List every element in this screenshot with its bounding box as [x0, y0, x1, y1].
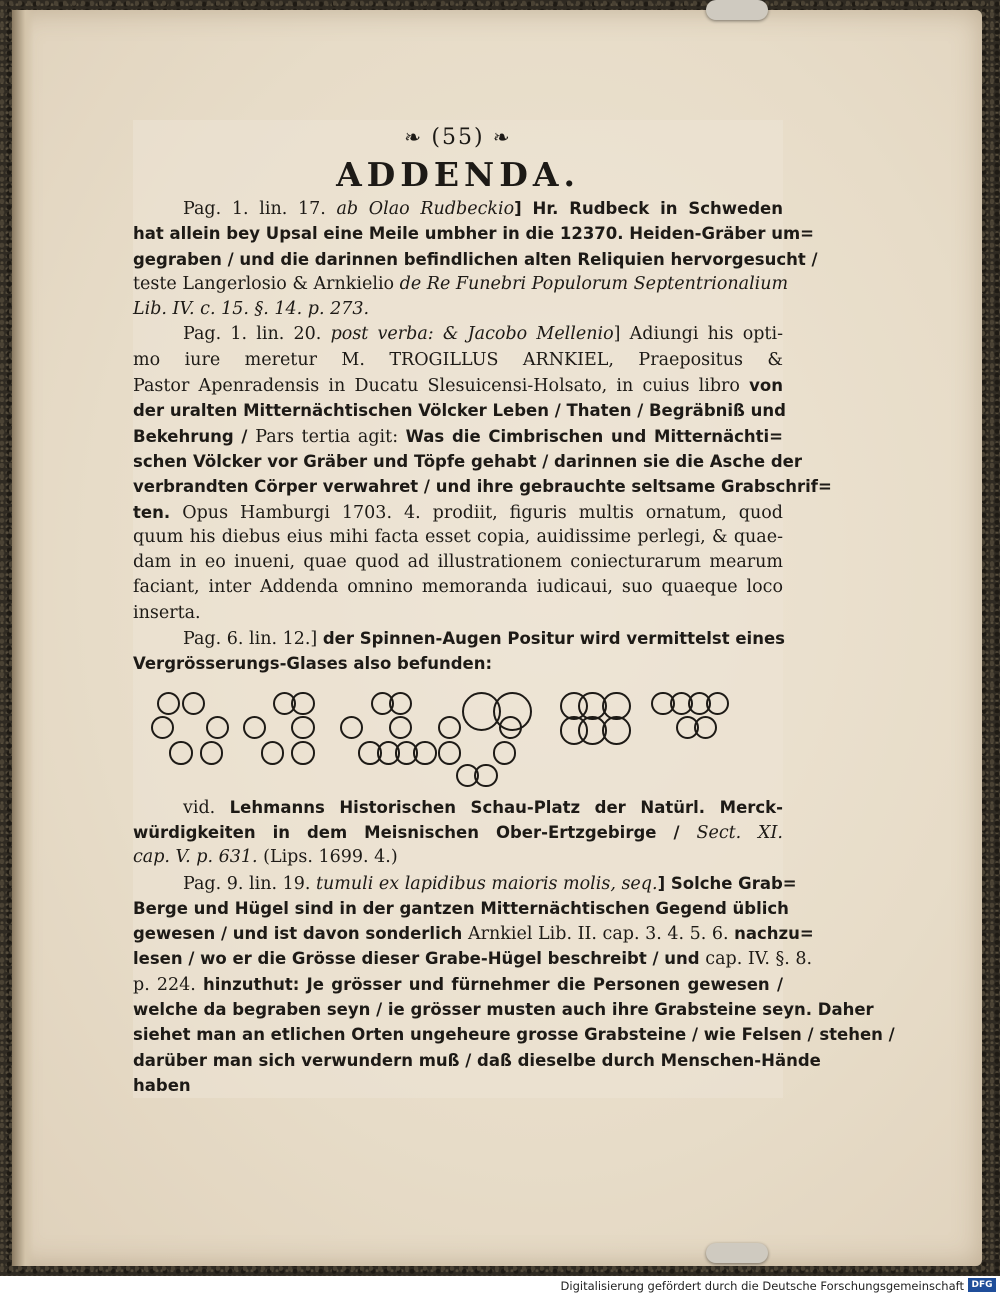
- text-segment: schen Völcker vor Gräber und Töpfe gehabt / darinnen sie die Asche der: [133, 451, 802, 471]
- text-block: [133, 120, 895, 1098]
- text-line: [133, 946, 813, 971]
- page-heading: ADDENDA.: [336, 155, 580, 194]
- text-segment: gewesen / und ist davon sonderlich: [133, 924, 469, 944]
- footer-bar: [0, 1276, 1000, 1296]
- text-line: [133, 247, 818, 272]
- text-segment: ab Olao Rudbeckio: [336, 199, 515, 219]
- spider-eye-icon: [291, 692, 314, 715]
- text-line: [133, 1022, 895, 1047]
- text-segment: Pastor Apenradensis in Ducatu Slesuicensi-Holsato, in cuius libro: [133, 376, 750, 397]
- text-segment: darüber man sich verwundern muß / daß dieselbe durch Menschen-Hände: [133, 1050, 821, 1070]
- text-segment: faciant, inter Addenda omnino memoranda iudicaui, suo quaeque loco: [133, 577, 783, 598]
- text-line: [133, 795, 783, 820]
- text-segment: nachzu=: [734, 924, 814, 944]
- text-segment: Pag. 1. lin. 20.: [183, 324, 331, 345]
- text-line: [133, 1048, 821, 1073]
- text-segment: Vergrösserungs-Glases also befunden:: [133, 654, 493, 674]
- text-segment: verbrandten Cörper verwahret / und ihre gebrauchte seltsame Grabschrif=: [133, 477, 832, 497]
- text-line: [133, 373, 783, 398]
- text-line: [133, 550, 783, 575]
- text-segment: Pag. 1. lin. 17.: [183, 199, 337, 219]
- spider-eye-icon: [157, 692, 180, 715]
- text-segment: von: [749, 376, 783, 396]
- text-segment: mo iure meretur M. TROGILLUS ARNKIEL, Praepositus &: [133, 349, 783, 370]
- text-line: [133, 474, 832, 499]
- spider-eye-icon: [413, 741, 436, 764]
- ornament-left-icon: ❧: [404, 125, 432, 149]
- text-segment: Lehmanns Historischen Schau-Platz der Natürl. Merck-: [229, 797, 783, 817]
- spider-eye-icon: [389, 716, 412, 739]
- text-segment: Opus Hamburgi 1703. 4. prodiit, figuris multis ornatum, quod: [182, 502, 784, 523]
- text-line: [133, 845, 783, 870]
- text-line: [133, 871, 797, 896]
- spider-eye-icon: [438, 716, 461, 739]
- text-segment: quum his diebus eius mihi facta esset copia, auidissime perlegi, & quae-: [133, 526, 783, 547]
- text-line: [133, 221, 814, 246]
- spider-eye-icon: [291, 741, 314, 764]
- spider-eye-icon: [706, 692, 729, 715]
- text-segment: teste Langerlosio & Arnkielio: [133, 273, 400, 294]
- spider-eye-icon: [291, 716, 314, 739]
- spider-eye-diagram: [133, 683, 783, 793]
- text-segment: cap. V. p. 631.: [133, 847, 264, 868]
- text-segment: ] Hr. Rudbeck in Schweden: [514, 199, 783, 218]
- text-segment: hinzuthut: Je grösser und fürnehmer die Personen gewesen /: [202, 974, 783, 994]
- text-line: [133, 398, 786, 423]
- text-segment: de Re Funebri Populorum Septentrionalium: [399, 273, 789, 294]
- text-segment: post verba: & Jacobo Mellenio: [330, 324, 614, 345]
- paragraphs-after-diagram: [133, 795, 895, 1073]
- page-number-text: (55): [431, 125, 485, 150]
- spider-eye-icon: [389, 692, 412, 715]
- text-segment: inserta.: [133, 602, 201, 623]
- text-segment: tumuli ex lapidibus maioris molis, seq.: [316, 873, 658, 894]
- text-line: [133, 651, 783, 676]
- spider-eye-icon: [169, 741, 192, 764]
- text-segment: Sect. XI.: [696, 822, 783, 843]
- page-number: [133, 120, 783, 154]
- dfg-logo: DFG: [968, 1278, 996, 1292]
- spider-eye-icon: [340, 716, 363, 739]
- text-segment: ] Solche Grab=: [657, 873, 797, 893]
- text-line: [133, 348, 783, 373]
- ornament-right-icon: ❧: [484, 125, 512, 149]
- text-segment: Was die Cimbrischen und Mitternächti=: [405, 426, 783, 446]
- page-clip-bottom: [706, 1243, 768, 1263]
- text-segment: Lib. IV. c. 15. §. 14. p. 273.: [133, 299, 370, 320]
- text-segment: würdigkeiten in dem Meisnischen Ober-Ertzgebirge /: [133, 822, 697, 842]
- paragraphs-before-diagram: [133, 196, 832, 677]
- text-line: [133, 972, 783, 997]
- text-line: [133, 997, 874, 1022]
- page-gutter: [12, 10, 34, 1266]
- text-segment: ] Adiungi his opti-: [613, 324, 783, 345]
- spider-eye-icon: [474, 764, 497, 787]
- text-line: [133, 196, 783, 221]
- text-line: [133, 424, 783, 449]
- text-segment: lesen / wo er die Grösse dieser Grabe-Hügel beschreibt / und: [133, 949, 706, 969]
- text-line: [133, 820, 783, 845]
- footer-credit: Digitalisierung gefördert durch die Deutsche Forschungsgemeinschaft: [560, 1279, 964, 1293]
- text-segment: ten.: [133, 502, 183, 522]
- text-line: [133, 921, 814, 946]
- page-clip-top: [706, 0, 768, 20]
- spider-eye-icon: [261, 741, 284, 764]
- text-segment: welche da begraben seyn / ie grösser musten auch ihre Grabsteine seyn. Daher: [133, 1000, 874, 1020]
- catchword: haben: [133, 1075, 191, 1095]
- text-segment: Pars tertia agit:: [255, 426, 406, 447]
- text-segment: vid.: [183, 797, 230, 818]
- text-segment: der uralten Mitternächtischen Völcker Leben / Thaten / Begräbniß und: [133, 401, 786, 421]
- text-line: [133, 297, 783, 322]
- spider-eye-icon: [602, 716, 631, 745]
- text-segment: gegraben / und die darinnen befindlichen alten Reliquien hervorgesucht /: [133, 249, 818, 269]
- text-line: [133, 896, 789, 921]
- text-segment: (Lips. 1699. 4.): [263, 847, 398, 868]
- spider-eye-icon: [438, 741, 461, 764]
- text-segment: Pag. 6. lin. 12.]: [183, 629, 323, 650]
- text-segment: cap. IV. §. 8.: [705, 949, 813, 970]
- text-line: [133, 575, 783, 600]
- spider-eye-icon: [243, 716, 266, 739]
- text-segment: Arnkiel Lib. II. cap. 3. 4. 5. 6.: [468, 924, 735, 945]
- text-segment: Pag. 9. lin. 19.: [183, 873, 316, 894]
- text-line: [133, 601, 783, 626]
- text-line: [133, 272, 789, 297]
- text-segment: der Spinnen-Augen Positur wird vermittelst eines: [322, 629, 785, 649]
- text-line: [133, 626, 783, 651]
- text-segment: siehet man an etlichen Orten ungeheure grosse Grabsteine / wie Felsen / stehen /: [133, 1025, 895, 1045]
- text-segment: Bekehrung /: [133, 426, 256, 446]
- text-segment: p. 224.: [133, 974, 203, 995]
- text-line: [133, 322, 783, 347]
- spider-eye-icon: [499, 716, 522, 739]
- text-segment: dam in eo inueni, quae quod ad illustrationem coniecturarum mearum: [133, 552, 783, 573]
- spider-eye-icon: [182, 692, 205, 715]
- spider-eye-icon: [151, 716, 174, 739]
- text-line: [133, 525, 783, 550]
- spider-eye-icon: [206, 716, 229, 739]
- text-segment: Berge und Hügel sind in der gantzen Mitternächtischen Gegend üblich: [133, 898, 789, 918]
- spider-eye-icon: [493, 741, 516, 764]
- spider-eye-icon: [694, 716, 717, 739]
- text-line: [133, 500, 783, 525]
- spider-eye-icon: [200, 741, 223, 764]
- text-line: [133, 449, 802, 474]
- text-segment: hat allein bey Upsal eine Meile umbher in die 12370. Heiden-Gräber um=: [133, 224, 814, 244]
